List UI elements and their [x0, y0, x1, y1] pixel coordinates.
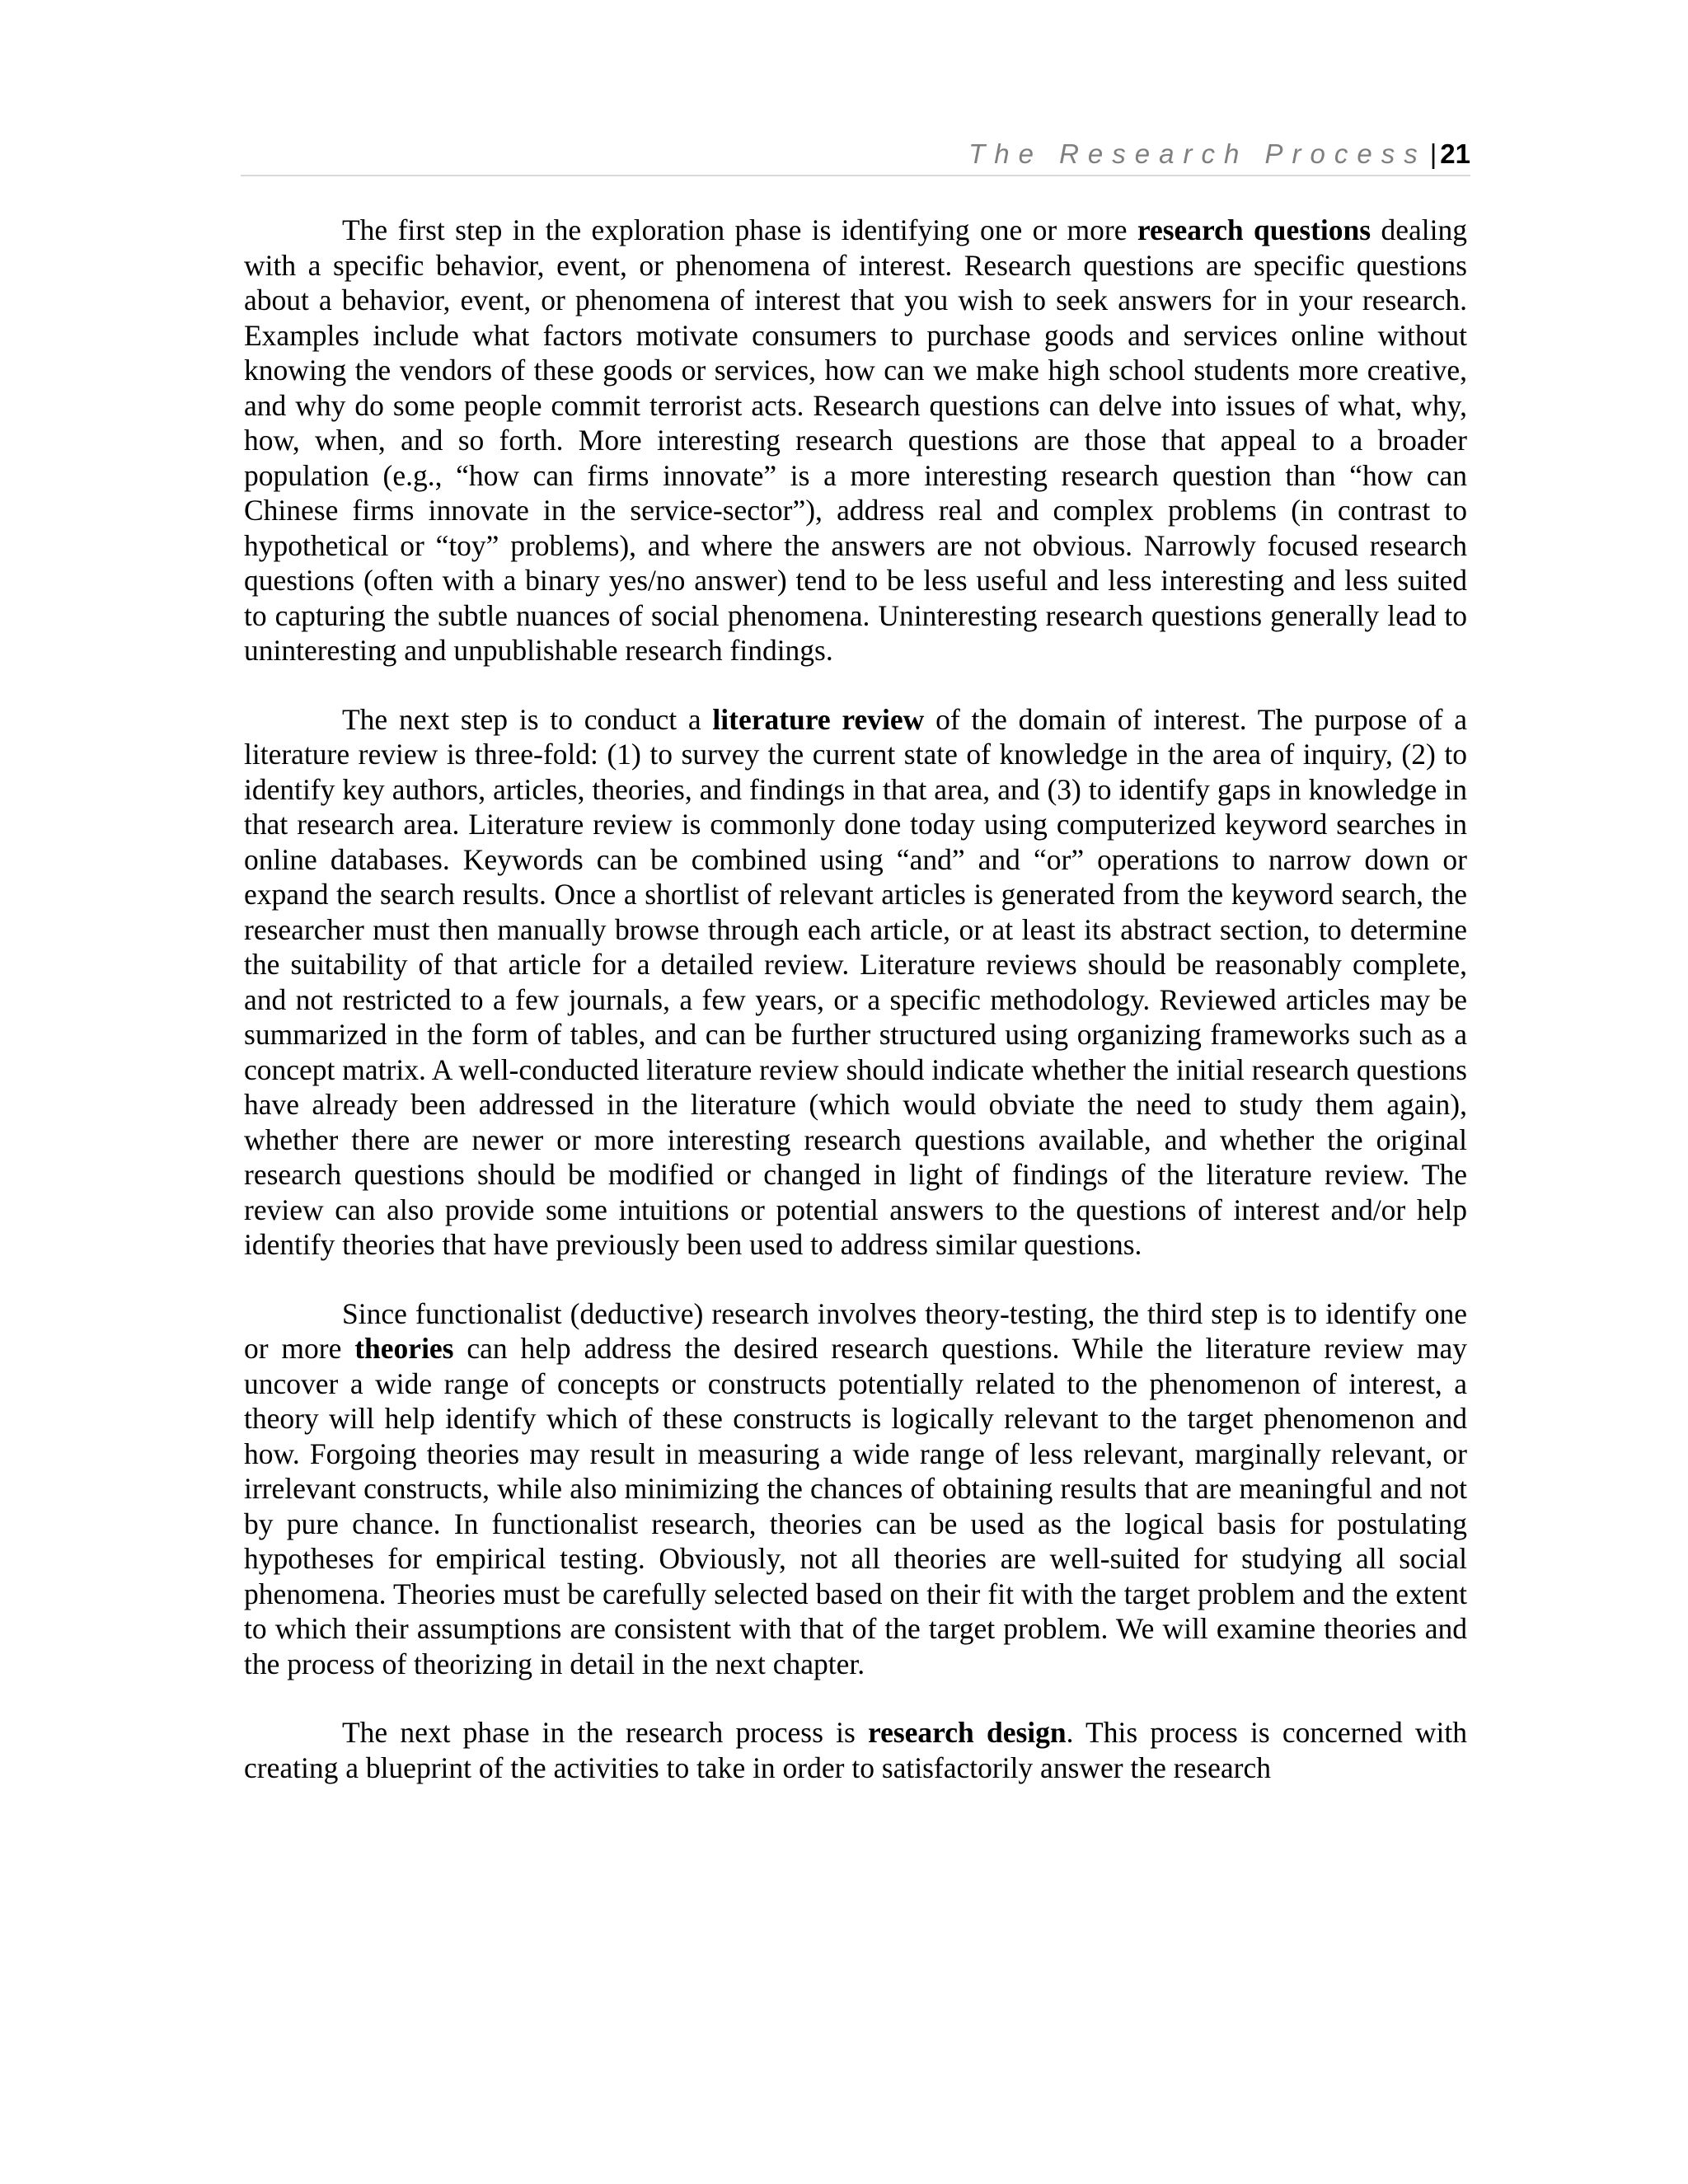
page-header [241, 134, 1470, 176]
paragraph-literature-review [244, 702, 1467, 1263]
paragraph-text: The first step in the exploration phase is identifying one or more [342, 213, 1137, 246]
paragraph-text: The next phase in the research process is [342, 1716, 868, 1749]
running-title: The Research Process [968, 138, 1427, 169]
paragraph-research-questions [244, 213, 1467, 668]
paragraph-theories [244, 1296, 1467, 1682]
key-term-research-questions: research questions [1137, 213, 1372, 246]
paragraph-text: Since functionalist (deductive) research involves theory-testing, the third step is to identify one or more [244, 1296, 1467, 1365]
body-text [244, 213, 1467, 1785]
header-separator: | [1429, 138, 1437, 169]
paragraph-text: . This process is concerned with creating a blueprint of the activities to take in order to satisfactorily answer the research [244, 1716, 1468, 1784]
page-number: 21 [1440, 138, 1470, 169]
key-term-theories: theories [354, 1332, 454, 1365]
paragraph-research-design [244, 1715, 1467, 1785]
paragraph-text: can help address the desired research questions. While the literature review may uncover a wide range of concepts or constructs potentially related to the phenomenon of interest, a theory will help identify which of these constructs is logically relevant to the target phenomenon and how. Forgoing theories may result in measuring a wide range of less relevant, marginally relevant, or irrelevant constructs, while also minimizing the chances of obtaining results that are meaningful and not by pure chance. In functionalist research, theories can be used as the logical basis for postulating hypotheses for empirical testing. Obviously, not all theories are well-suited for studying all social phenomena. Theories must be carefully selected based on their fit with the target problem and the extent to which their assumptions are consistent with that of the target problem. We will examine theories and the process of theorizing in detail in the next chapter. [244, 1332, 1468, 1680]
key-term-literature-review: literature review [712, 702, 925, 736]
paragraph-text: dealing with a specific behavior, event, or phenomena of interest. Research questions are specific questions about a behavior, event, or phenomena of interest that you wish to seek answers for in your research. Examples include what factors motivate consumers to purchase goods and services online without knowing the vendors of these goods or services, how can we make high school students more creative, and why do some people commit terrorist acts. Research questions can delve into issues of what, why, how, when, and so forth. More interesting research questions are those that appeal to a broader population (e.g., “how can firms innovate” is a more interesting research question than “how can Chinese firms innovate in the service-sector”), address real and complex problems (in contrast to hypothetical or “toy” problems), and where the answers are not obvious. Narrowly focused research questions (often with a binary yes/no answer) tend to be less useful and less interesting and less suited to capturing the subtle nuances of social phenomena. Uninteresting research questions generally lead to uninteresting and unpublishable research findings. [244, 213, 1467, 667]
paragraph-text: of the domain of interest. The purpose of a literature review is three-fold: (1) to survey the current state of knowledge in the area of inquiry, (2) to identify key authors, articles, theories, and findings in that area, and (3) to identify gaps in knowledge in that research area. Literature review is commonly done today using computerized keyword searches in online databases. Keywords can be combined using “and” and “or” operations to narrow down or expand the search results. Once a shortlist of relevant articles is generated from the keyword search, the researcher must then manually browse through each article, or at least its abstract section, to determine the suitability of that article for a detailed review. Literature reviews should be reasonably complete, and not restricted to a few journals, a few years, or a specific methodology. Reviewed articles may be summarized in the form of tables, and can be further structured using organizing frameworks such as a concept matrix. A well-conducted literature review should indicate whether the initial research questions have already been addressed in the literature (which would obviate the need to study them again), whether there are newer or more interesting research questions available, and whether the original research questions should be modified or changed in light of findings of the literature review. The review can also provide some intuitions or potential answers to the questions of interest and/or help identify theories that have previously been used to address similar questions. [244, 702, 1467, 1261]
key-term-research-design: research design [867, 1716, 1067, 1749]
paragraph-text: The next step is to conduct a [342, 702, 713, 736]
